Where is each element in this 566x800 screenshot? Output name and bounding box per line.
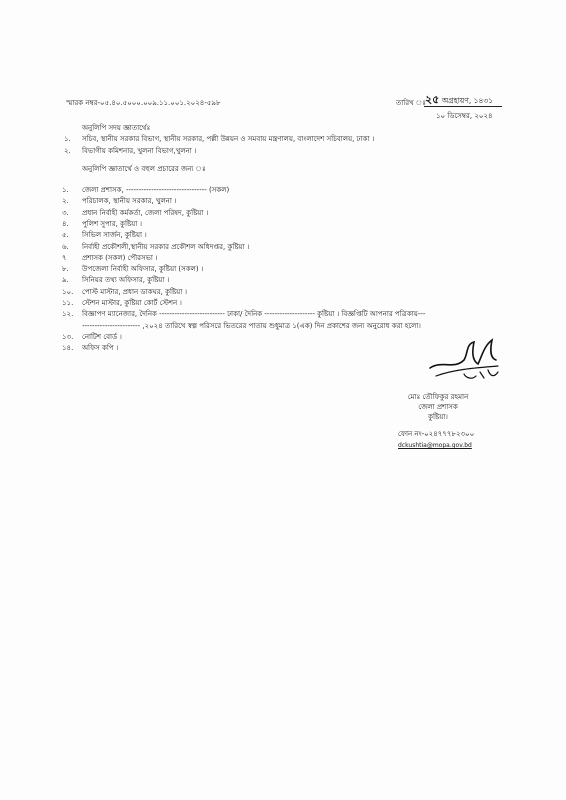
list-item-number: ৯. [62, 276, 69, 285]
list-item-number: ১২. [62, 310, 74, 319]
list-item-number: ৮. [62, 265, 69, 274]
list-item-number: ৪. [62, 219, 69, 228]
list-item-text: অফিস কপি । [82, 344, 119, 353]
list-item-number: ১৩. [62, 332, 74, 341]
list-item-text: নোটিশ বোর্ড । [82, 332, 122, 341]
date-divider [424, 106, 502, 107]
list-item-number: ২. [64, 147, 71, 155]
list-item-number: ৭ [62, 253, 67, 262]
list-item-text: সিভিল সার্জন, কুষ্টিয়া । [82, 231, 147, 240]
memo-number: স্মারক নম্বর-০৫.৪০.৫০০০.০০৯.১১.০০১.২০২৪-৫৯৮ [66, 99, 221, 107]
date-english: ১০ ডিসেম্বর, ২০২৪ [436, 112, 493, 120]
list-item-text: সিনিয়র তথ্য অফিসার, কুষ্টিয়া । [82, 276, 170, 285]
list-item-text: স্টেশন মাস্টার, কুষ্টিয়া কোর্ট স্টেশন । [82, 299, 182, 307]
list-item-text: পোস্ট মাস্টার, প্রধান ডাকঘর, কুষ্টিয়া । [82, 287, 188, 296]
list-item-number: ১. [62, 186, 69, 194]
date-bangla-day: ২৫ [425, 93, 440, 106]
list-item-text: উপজেলা নির্বাহী অফিসার, কুষ্টিয়া (সকল) । [82, 265, 204, 274]
list-item-text: পুলিশ সুপার, কুষ্টিয়া । [82, 219, 143, 228]
date-bangla [425, 95, 493, 105]
signature-block [398, 392, 478, 422]
copy-publicity-heading: অনুলিপি জ্ঞাতার্থে ও বহুল প্রচারের জন্য ঃ [82, 165, 206, 173]
list-item-text: প্রশাসক (সকল) পৌরসভা । [82, 253, 158, 262]
list-item-number: ৫. [62, 231, 69, 240]
date-label: তারিখ ঃ [396, 99, 426, 107]
officer-location: কুষ্টিয়া। [428, 413, 448, 421]
list-item-number: ৩. [62, 208, 69, 217]
officer-name: মোঃ তৌফিকুর রহমান [407, 393, 469, 401]
date-bangla-rest: অগ্রহায়ণ, ১৪৩১ [441, 96, 494, 105]
list-item-text: সচিব, স্থানীয় সরকার বিভাগ, স্থানীয় সরকার, পল্লী উন্নয়ন ও সমবায় মন্ত্রণালয়, বাংলাদেশ সচিবালয়, ঢাকা । [82, 135, 375, 143]
list-item-number: ১. [64, 135, 71, 143]
officer-phone: ফোন নং-০২৪৭৭৭৮২৩০০ [398, 430, 475, 438]
list-item-text: বিজ্ঞাপণ ম্যানেজার, দৈনিক -------------------------- ঢাকা/ দৈনিক -------------------- কুষ্টিয়া । বিজ্ঞপ্তিটি আপনার পত্রিকায়--- [82, 310, 426, 319]
list-item-number: ১৪. [62, 344, 74, 353]
list-item-text: বিভাগীয় কমিশনার, খুলনা বিভাগ,খুলনা । [82, 147, 197, 155]
list-item-text: ----------------------- ,২০২৪ তারিখে স্বল্প পরিসরে ভিতরের পাতায় শুধুমাত্র ১(এক) দিন প্রকাশের জন্য অনুরোধ করা হলো। [82, 321, 421, 330]
list-item-text: নির্বাহী প্রকৌশলী,স্থানীয় সরকার প্রকৌশল অধিদপ্তর, কুষ্টিয়া । [82, 242, 250, 251]
list-item-text: পরিচালক, স্থানীয় সরকার, খুলনা । [82, 197, 177, 206]
list-item-number: ২. [62, 197, 69, 206]
list-item-number: ১১. [62, 299, 74, 307]
copy-info-heading: অনুলিপি সদয় জ্ঞাতার্থেঃ [82, 124, 151, 132]
list-item-text: জেলা প্রশাসক, -------------------------------- (সকল) [82, 186, 230, 194]
list-item-text: প্রধান নির্বাহী কর্মকর্তা, জেলা পরিষদ, কুষ্টিয়া । [82, 208, 209, 217]
officer-email-link[interactable]: dckushtia@mopa.gov.bd [398, 442, 472, 449]
officer-designation: জেলা প্রশাসক [418, 403, 458, 411]
signature-image [402, 330, 512, 390]
list-item-number: ১০. [62, 287, 74, 296]
list-item-number: ৬. [62, 242, 69, 251]
